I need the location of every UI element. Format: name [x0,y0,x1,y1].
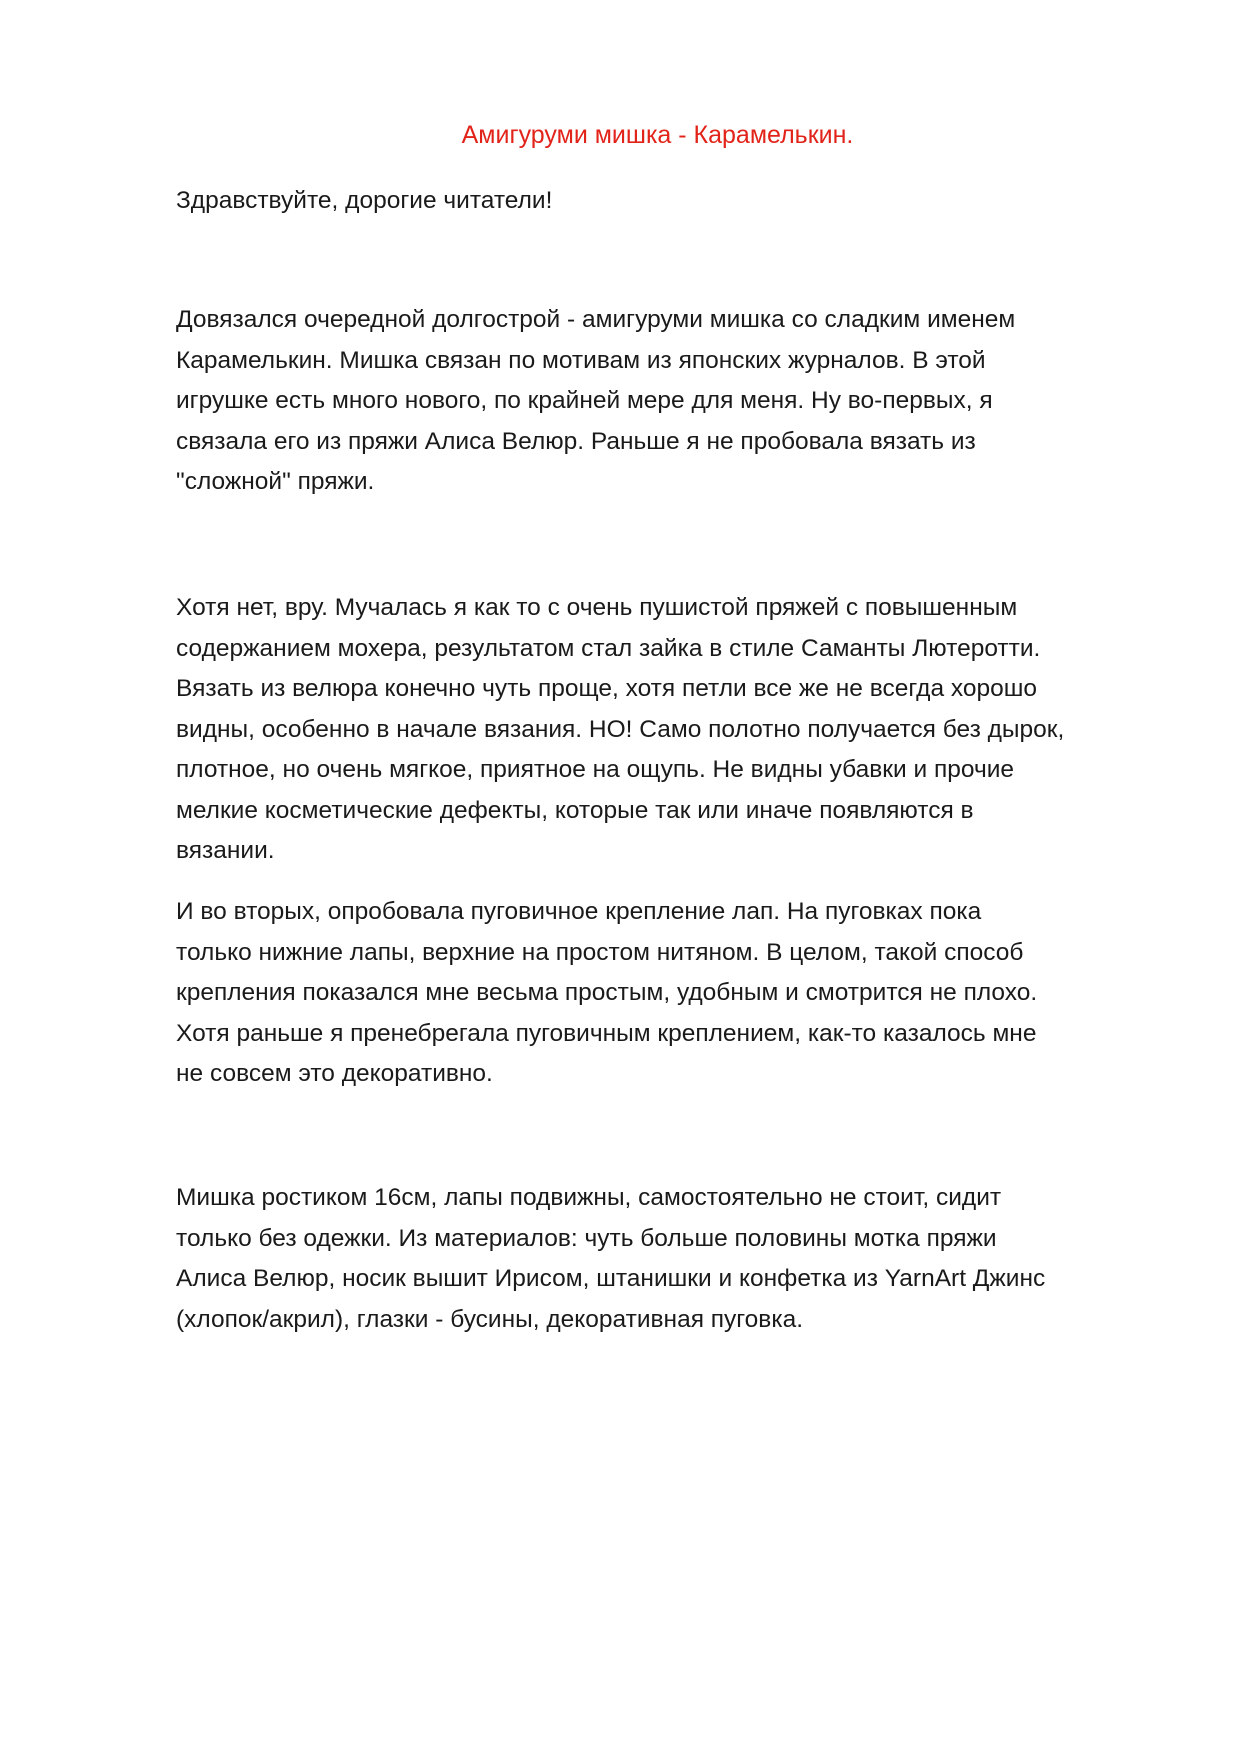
paragraph-1 [176,300,1156,503]
text-line: Карамелькин. Мишка связан по мотивам из японских журналов. В этой [176,346,986,374]
greeting [176,181,1156,222]
text-line: связала его из пряжи Алиса Велюр. Раньше я не пробовала вязать из [176,427,976,455]
text-line: плотное, но очень мягкое, приятное на ощупь. Не видны убавки и прочие [176,756,1015,783]
text-line: видны, особенно в начале вязания. НО! Само полотно получается без дырок, [176,715,1065,743]
paragraph-4 [176,1178,1156,1340]
text-line: мелкие косметические дефекты, которые так или иначе появляются в [176,796,974,824]
text-line: "сложной" пряжи. [176,468,375,495]
greeting-line: Здравствуйте, дорогие читатели! [176,187,553,214]
text-line: Хотя нет, вру. Мучалась я как то с очень пушистой пряжей с повышенным [176,594,1018,621]
text-line: не совсем это декоративно. [176,1060,493,1087]
text-line: (хлопок/акрил), глазки - бусины, декоративная пуговка. [176,1305,804,1333]
text-line: только нижние лапы, верхние на простом нитяном. В целом, такой способ [176,938,1024,966]
text-line: Довязался очередной долгострой - амигуруми мишка со сладким именем [176,306,1016,333]
text-line: Вязать из велюра конечно чуть проще, хотя петли все же не всегда хорошо [176,675,1038,702]
text-line: вязании. [176,837,275,864]
text-line: Хотя раньше я пренебрегала пуговичным креплением, как-то казалось мне [176,1019,1037,1047]
text-line: И во вторых, опробовала пуговичное крепление лап. На пуговках пока [176,898,982,925]
text-line: крепления показался мне весьма простым, удобным и смотрится не плохо. [176,979,1038,1006]
document-title: Амигуруми мишка - Карамелькин. [461,121,854,149]
text-line: игрушке есть много нового, по крайней мере для меня. Ну во-первых, я [176,387,993,414]
paragraph-3 [176,892,1156,1095]
paragraph-2 [176,588,1156,872]
text-line: Алиса Велюр, носик вышит Ирисом, штанишки и конфетка из YarnArt Джинс [176,1265,1046,1292]
text-line: только без одежки. Из материалов: чуть больше половины мотка пряжи [176,1224,997,1252]
text-line: содержанием мохера, результатом стал зайка в стиле Саманты Лютеротти. [176,634,1041,662]
text-line: Мишка ростиком 16см, лапы подвижны, самостоятельно не стоит, сидит [176,1184,1002,1211]
